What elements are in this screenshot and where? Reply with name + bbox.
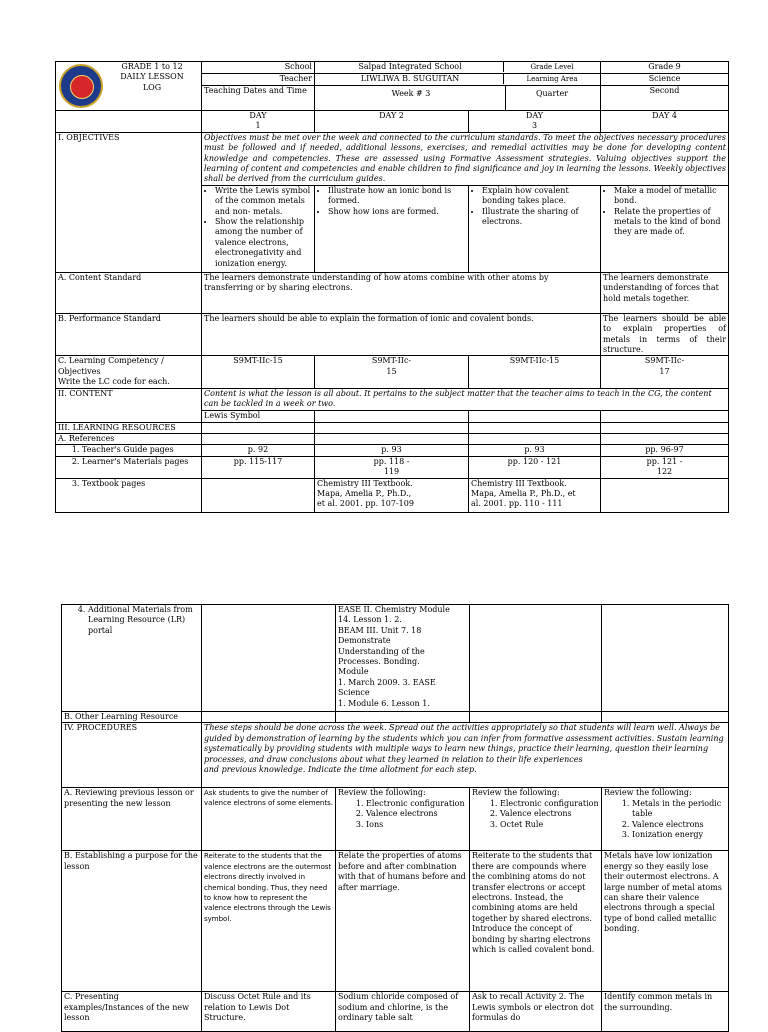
tg-day3: p. 93: [469, 445, 601, 456]
content-standard-text: The learners demonstrate understanding of how atoms combine with other atoms by transferring or by sharing electrons.: [202, 272, 601, 313]
lm-label: 2. Learner's Materials pages: [56, 456, 202, 478]
grade-value: Grade 9: [601, 62, 729, 74]
competency-day1: S9MT-IIc-15: [202, 356, 315, 388]
tb-day2: Chemistry III Textbook. Mapa, Amelia P., Ph.D., et al. 2001. pp. 107-109: [315, 478, 469, 512]
grade-level-label: Grade Level: [503, 62, 598, 72]
competency-day3: S9MT-IIc-15: [469, 356, 601, 388]
tb-day1: [202, 478, 315, 512]
review-label: A. Reviewing previous lesson or presenting the new lesson: [62, 788, 202, 851]
content-day2: [315, 410, 469, 422]
dates-label: Teaching Dates and Time: [202, 86, 315, 111]
review-day4: Review the following: 1. Metals in the periodic table 2. Valence electrons 3. Ionization energy: [602, 788, 729, 851]
performance-standard-text: The learners should be able to explain the formation of ionic and covalent bonds.: [202, 313, 601, 356]
review-day3: Review the following: 1. Electronic configuration 2. Valence electrons 3. Octet Rule: [470, 788, 602, 851]
learning-area-label: Learning Area: [503, 74, 598, 84]
purpose-day3: Reiterate to the students that there are compounds where the combining atoms do not transfer electrons or accept electrons. Instead, the combining atoms are held together by shared electrons. Introduce the concept of bonding by sharing electrons which is called covalent bond.: [470, 851, 602, 992]
tg-day4: pp. 96-97: [601, 445, 729, 456]
school-value: [315, 62, 601, 74]
lesson-log-table-page1: [55, 61, 729, 513]
school-label: School: [202, 62, 315, 74]
competency-day2: S9MT-IIc- 15: [315, 356, 469, 388]
log-title-line3: LOG: [142, 82, 162, 92]
content-standard-day4: The learners demonstrate understanding of forces that hold metals together.: [601, 272, 729, 313]
day-corner: [56, 111, 202, 133]
review-day2: Review the following: 1. Electronic configuration 2. Valence electrons 3. Ions: [336, 788, 470, 851]
area-value: Science: [601, 74, 729, 86]
tb-label: 3. Textbook pages: [56, 478, 202, 512]
objectives-day4: • Make a model of metallic bond. • Relate the properties of metals to the kind of bond they are made of.: [601, 185, 729, 272]
deped-seal-icon: [59, 64, 103, 108]
purpose-label: B. Establishing a purpose for the lesson: [62, 851, 202, 992]
lesson-log-table-page2: [61, 604, 729, 1032]
presenting-day2: Sodium chloride composed of sodium and chlorine, is the ordinary table salt: [336, 992, 470, 1032]
lm-day1: pp. 115-117: [202, 456, 315, 478]
purpose-day4: Metals have low ionization energy so they easily lose their outermost electrons. A large number of metal atoms can share their valence electrons through a special type of bond called metallic bonding.: [602, 851, 729, 992]
other-resource-label: B. Other Learning Resource: [62, 712, 202, 723]
presenting-day1: Discuss Octet Rule and its relation to Lewis Dot Structure.: [202, 992, 336, 1032]
lm-day4: pp. 121 - 122: [601, 456, 729, 478]
content-standard-label: A. Content Standard: [56, 272, 202, 313]
teacher-label: Teacher: [202, 74, 315, 86]
add-day3: [470, 605, 602, 712]
quarter-label: Quarter: [505, 86, 598, 110]
references-label: A. References: [56, 433, 202, 444]
header-logo-cell: [56, 62, 202, 111]
day1-header: DAY 1: [202, 111, 315, 133]
procedures-label: IV. PROCEDURES: [62, 723, 202, 788]
day4-header: DAY 4: [601, 111, 729, 133]
content-label: II. CONTENT: [56, 388, 202, 422]
additional-materials-label: 4. Additional Materials from Learning Resource (LR) portal: [62, 605, 202, 712]
competency-day4: S9MT-IIc- 17: [601, 356, 729, 388]
day3-header: DAY 3: [469, 111, 601, 133]
content-day4: [601, 410, 729, 422]
add-day4: [602, 605, 729, 712]
log-title-line1: GRADE 1 to 12: [121, 62, 183, 71]
tg-day1: p. 92: [202, 445, 315, 456]
performance-standard-day4: The learners should be able to explain properties of metals in terms of their structure.: [601, 313, 729, 356]
competency-label: C. Learning Competency / Objectives Write the LC code for each.: [56, 356, 202, 388]
purpose-day1: Reiterate to the students that the valence electrons are the outermost electrons directly involved in chemical bonding. Thus, they need to know how to represent the valence electrons through the Lewis symbol.: [202, 851, 336, 992]
week-cell: [315, 86, 601, 111]
tg-label: 1. Teacher's Guide pages: [56, 445, 202, 456]
resources-label: III. LEARNING RESOURCES: [56, 422, 202, 433]
performance-standard-label: B. Performance Standard: [56, 313, 202, 356]
teacher-name: LIWLIWA B. SUGUITAN: [360, 74, 460, 83]
teacher-value: [315, 74, 601, 86]
day2-header: DAY 2: [315, 111, 469, 133]
content-day3: [469, 410, 601, 422]
presenting-day3: Ask to recall Activity 2. The Lewis symbols or electron dot formulas do: [470, 992, 602, 1032]
add-day2: EASE II. Chemistry Module 14. Lesson 1. 2. BEAM III. Unit 7. 18 Demonstrate Understanding of the Processes. Bonding. Module 1. March 2009. 3. EASE Science 1. Module 6. Lesson 1.: [336, 605, 470, 712]
objectives-note: Objectives must be met over the week and connected to the curriculum standards. To meet the objectives necessary procedures must be followed and if needed, additional lessons, exercises, and remedial activities may be done for developing content knowledge and competencies. These are assessed using Formative Assessment strategies. Valuing objectives support the learning of content and competencies and enable children to find significance and joy in learning the lessons. Weekly objectives shall be derived from the curriculum guides.: [202, 132, 729, 185]
tg-day2: p. 93: [315, 445, 469, 456]
log-title-line2: DAILY LESSON: [120, 72, 184, 82]
tb-day3: Chemistry III Textbook. Mapa, Amelia P., Ph.D., et al. 2001. pp. 110 - 111: [469, 478, 601, 512]
objectives-label: I. OBJECTIVES: [56, 132, 202, 272]
lm-day3: pp. 120 - 121: [469, 456, 601, 478]
objectives-day1: • Write the Lewis symbol of the common metals and non- metals. • Show the relationship among the number of valence electrons, electronegativity and ionization energy.: [202, 185, 315, 272]
purpose-day2: Relate the properties of atoms before and after combination with that of humans before and after marriage.: [336, 851, 470, 992]
procedures-note: These steps should be done across the week. Spread out the activities appropriately so that students will learn well. Always be guided by demonstration of learning by the students which you can infer from formative assessment activities. Sustain learning systematically by providing students with multiple ways to learn new things, practice their learning, question their learning processes, and draw conclusions about what they learned in relation to their life experiences and previous knowledge. Indicate the time allotment for each step.: [202, 723, 729, 788]
content-day1: Lewis Symbol: [202, 410, 315, 422]
quarter-value: Second: [601, 86, 729, 111]
content-note: Content is what the lesson is all about. It pertains to the subject matter that the teacher aims to teach in the CG, the content can be tackled in a week or two.: [202, 388, 729, 410]
tb-day4: [601, 478, 729, 512]
lm-day2: pp. 118 - 119: [315, 456, 469, 478]
add-day1: [202, 605, 336, 712]
week-value: Week # 3: [391, 89, 431, 98]
objectives-day3: • Explain how covalent bonding takes place. • Illustrate the sharing of electrons.: [469, 185, 601, 272]
school-name: Salpad Integrated School: [358, 62, 462, 71]
presenting-label: C. Presenting examples/Instances of the new lesson: [62, 992, 202, 1032]
presenting-day4: Identify common metals in the surrounding.: [602, 992, 729, 1032]
objectives-day2: • Illustrate how an ionic bond is formed. • Show how ions are formed.: [315, 185, 469, 272]
review-day1: Ask students to give the number of valence electrons of some elements.: [202, 788, 336, 851]
